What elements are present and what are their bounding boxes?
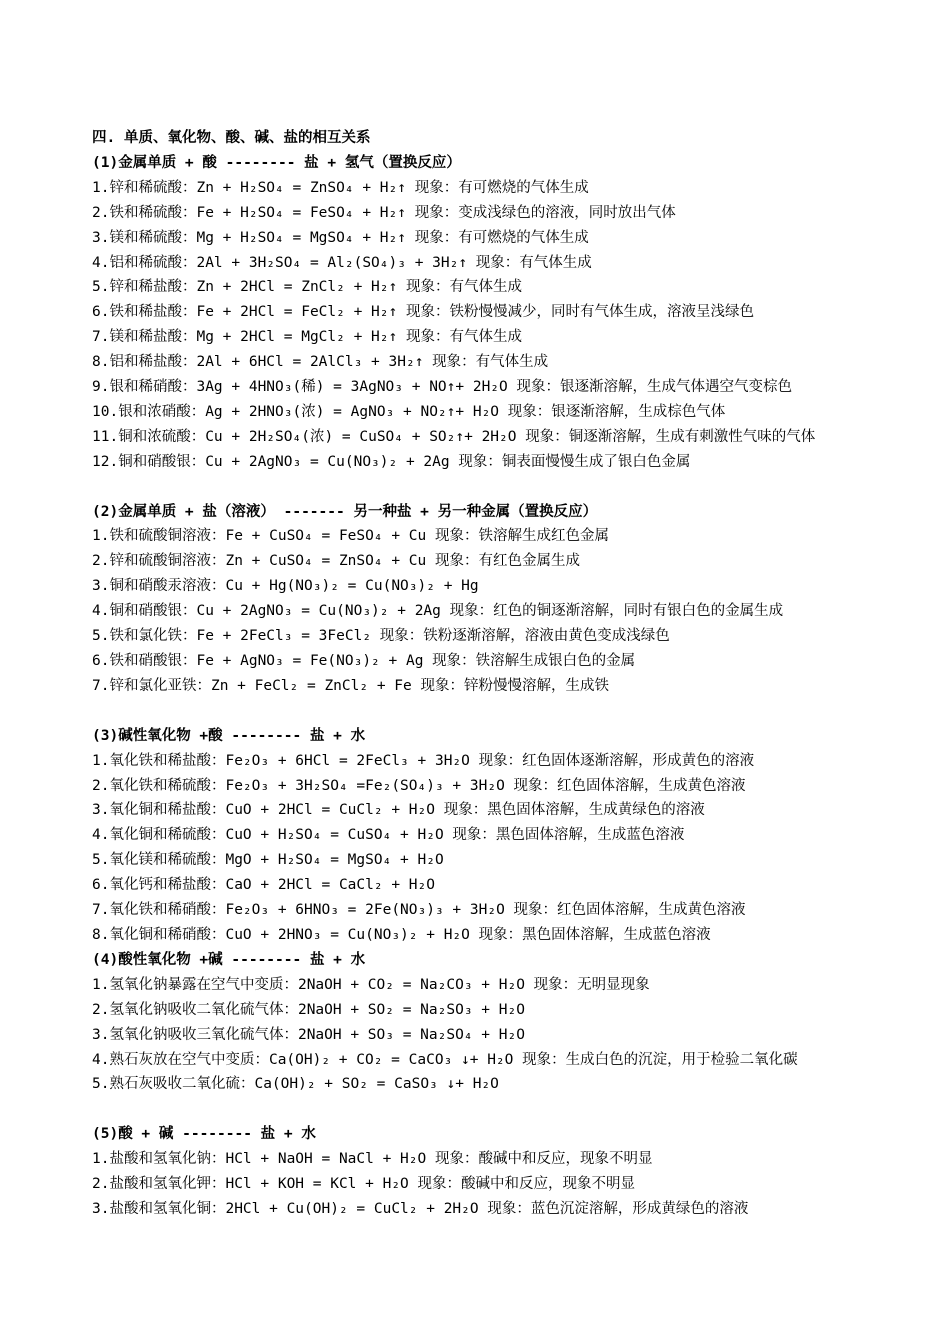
section-heading: (2)金属单质 + 盐（溶液） ------- 另一种盐 + 另一种金属（置换反应） <box>92 503 598 520</box>
reaction-line: 3.氧化铜和稀盐酸：CuO + 2HCl = CuCl₂ + H₂O 现象：黑色固体溶解，生成黄绿色的溶液 <box>92 802 705 819</box>
reaction-line: 10.银和浓硝酸：Ag + 2HNO₃(浓) = AgNO₃ + NO₂↑+ H₂O 现象：银逐渐溶解，生成棕色气体 <box>92 403 726 420</box>
section-heading: (3)碱性氧化物 +酸 -------- 盐 + 水 <box>92 727 366 744</box>
section-heading: (4)酸性氧化物 +碱 -------- 盐 + 水 <box>92 951 366 968</box>
reaction-line: 5.锌和稀盐酸：Zn + 2HCl = ZnCl₂ + H₂↑ 现象：有气体生成 <box>92 279 522 296</box>
reaction-line: 7.镁和稀盐酸：Mg + 2HCl = MgCl₂ + H₂↑ 现象：有气体生成 <box>92 329 522 346</box>
reaction-line: 2.铁和稀硫酸：Fe + H₂SO₄ = FeSO₄ + H₂↑ 现象：变成浅绿色的溶液，同时放出气体 <box>92 204 676 221</box>
reaction-line: 6.铁和硝酸银：Fe + AgNO₃ = Fe(NO₃)₂ + Ag 现象：铁溶解生成银白色的金属 <box>92 653 636 670</box>
section-heading: (1)金属单质 + 酸 -------- 盐 + 氢气（置换反应） <box>92 154 461 171</box>
blank-line <box>92 699 872 724</box>
section-heading: (5)酸 + 碱 -------- 盐 + 水 <box>92 1126 316 1143</box>
reaction-line: 11.铜和浓硫酸：Cu + 2H₂SO₄(浓) = CuSO₄ + SO₂↑+ 2H₂O 现象：铜逐渐溶解，生成有刺激性气味的气体 <box>92 428 816 445</box>
reaction-line: 1.铁和硫酸铜溶液：Fe + CuSO₄ = FeSO₄ + Cu 现象：铁溶解生成红色金属 <box>92 528 609 545</box>
reaction-line: 2.氧化铁和稀硫酸：Fe₂O₃ + 3H₂SO₄ =Fe₂(SO₄)₃ + 3H₂O 现象：红色固体溶解，生成黄色溶液 <box>92 777 746 794</box>
reaction-line: 3.氢氧化钠吸收三氧化硫气体：2NaOH + SO₃ = Na₂SO₄ + H₂O <box>92 1026 525 1043</box>
reaction-line: 3.盐酸和氢氧化铜：2HCl + Cu(OH)₂ = CuCl₂ + 2H₂O 现象：蓝色沉淀溶解，形成黄绿色的溶液 <box>92 1200 749 1217</box>
reaction-line: 2.锌和硫酸铜溶液：Zn + CuSO₄ = ZnSO₄ + Cu 现象：有红色金属生成 <box>92 553 580 570</box>
reaction-line: 5.氧化镁和稀硫酸：MgO + H₂SO₄ = MgSO₄ + H₂O <box>92 852 444 869</box>
reaction-line: 8.氧化铜和稀硝酸：CuO + 2HNO₃ = Cu(NO₃)₂ + H₂O 现象：黑色固体溶解，生成蓝色溶液 <box>92 926 711 943</box>
reaction-line: 8.铝和稀盐酸：2Al + 6HCl = 2AlCl₃ + 3H₂↑ 现象：有气体生成 <box>92 354 549 371</box>
reaction-line: 4.氧化铜和稀硫酸：CuO + H₂SO₄ = CuSO₄ + H₂O 现象：黑色固体溶解，生成蓝色溶液 <box>92 827 685 844</box>
reaction-line: 3.铜和硝酸汞溶液：Cu + Hg(NO₃)₂ = Cu(NO₃)₂ + Hg <box>92 578 479 595</box>
reaction-line: 7.锌和氯化亚铁：Zn + FeCl₂ = ZnCl₂ + Fe 现象：锌粉慢慢溶解，生成铁 <box>92 677 609 694</box>
reaction-line: 1.锌和稀硫酸：Zn + H₂SO₄ = ZnSO₄ + H₂↑ 现象：有可燃烧的气体生成 <box>92 179 589 196</box>
reaction-line: 7.氧化铁和稀硝酸：Fe₂O₃ + 6HNO₃ = 2Fe(NO₃)₃ + 3H₂O 现象：红色固体溶解，生成黄色溶液 <box>92 902 746 919</box>
blank-line <box>92 475 872 500</box>
reaction-line: 4.铜和硝酸银：Cu + 2AgNO₃ = Cu(NO₃)₂ + 2Ag 现象：红色的铜逐渐溶解，同时有银白色的金属生成 <box>92 603 784 620</box>
reaction-line: 12.铜和硝酸银：Cu + 2AgNO₃ = Cu(NO₃)₂ + 2Ag 现象：铜表面慢慢生成了银白色金属 <box>92 453 691 470</box>
reaction-line: 3.镁和稀硫酸：Mg + H₂SO₄ = MgSO₄ + H₂↑ 现象：有可燃烧的气体生成 <box>92 229 589 246</box>
reaction-line: 1.盐酸和氢氧化钠：HCl + NaOH = NaCl + H₂O 现象：酸碱中和反应，现象不明显 <box>92 1151 653 1168</box>
reaction-line: 6.氧化钙和稀盐酸：CaO + 2HCl = CaCl₂ + H₂O <box>92 877 435 894</box>
reaction-line: 5.铁和氯化铁：Fe + 2FeCl₃ = 3FeCl₂ 现象：铁粉逐渐溶解，溶液由黄色变成浅绿色 <box>92 628 670 645</box>
reaction-line: 9.银和稀硝酸：3Ag + 4HNO₃(稀) = 3AgNO₃ + NO↑+ 2H₂O 现象：银逐渐溶解，生成气体遇空气变棕色 <box>92 379 792 396</box>
document-page <box>92 126 872 1222</box>
page-title: 四. 单质、氧化物、酸、碱、盐的相互关系 <box>92 130 371 146</box>
reaction-line: 4.熟石灰放在空气中变质：Ca(OH)₂ + CO₂ = CaCO₃ ↓+ H₂O 现象：生成白色的沉淀，用于检验二氧化碳 <box>92 1051 798 1068</box>
reaction-line: 2.氢氧化钠吸收二氧化硫气体：2NaOH + SO₂ = Na₂SO₃ + H₂O <box>92 1001 525 1018</box>
reaction-line: 6.铁和稀盐酸：Fe + 2HCl = FeCl₂ + H₂↑ 现象：铁粉慢慢减少，同时有气体生成，溶液呈浅绿色 <box>92 304 754 321</box>
blank-line <box>92 1097 872 1122</box>
reaction-line: 2.盐酸和氢氧化钾：HCl + KOH = KCl + H₂O 现象：酸碱中和反应，现象不明显 <box>92 1176 636 1193</box>
reaction-line: 1.氧化铁和稀盐酸：Fe₂O₃ + 6HCl = 2FeCl₃ + 3H₂O 现象：红色固体逐渐溶解，形成黄色的溶液 <box>92 752 755 769</box>
reaction-line: 4.铝和稀硫酸：2Al + 3H₂SO₄ = Al₂(SO₄)₃ + 3H₂↑ 现象：有气体生成 <box>92 254 592 271</box>
reaction-line: 1.氢氧化钠暴露在空气中变质：2NaOH + CO₂ = Na₂CO₃ + H₂O 现象：无明显现象 <box>92 976 650 993</box>
reaction-line: 5.熟石灰吸收二氧化硫：Ca(OH)₂ + SO₂ = CaSO₃ ↓+ H₂O <box>92 1076 499 1093</box>
